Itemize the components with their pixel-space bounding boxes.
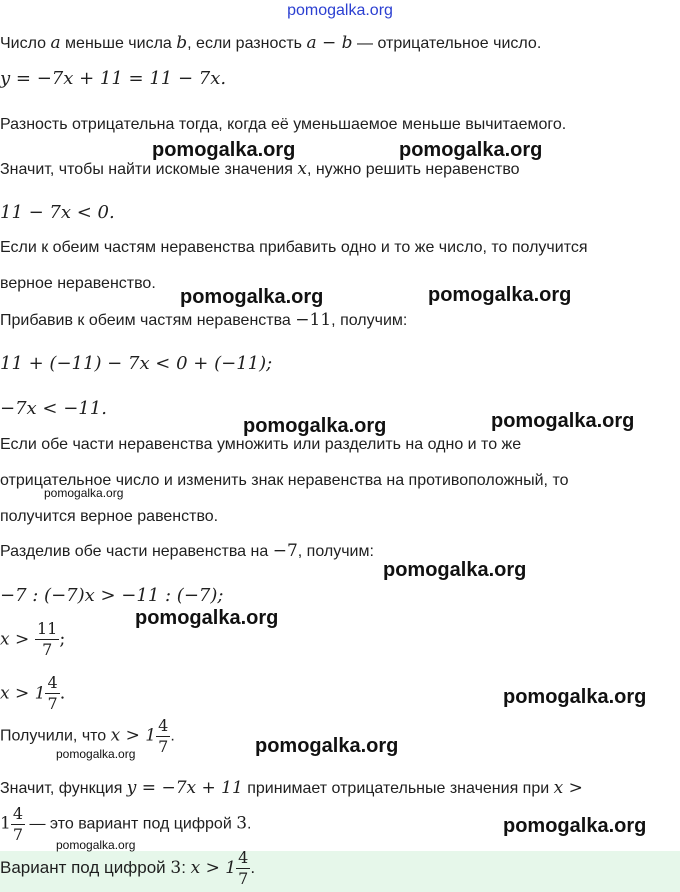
equation-mixed [0,675,65,712]
math-three: 3 [170,857,182,878]
fraction-denominator: 7 [12,825,24,844]
watermark: pomogalka.org [180,286,324,308]
equation-fraction [0,621,65,658]
paragraph-conclusion-line1 [0,778,583,799]
paragraph-add-11 [0,310,407,331]
text-segment: Разделив обе части неравенства на [0,543,273,560]
text-segment: : [181,857,191,877]
fraction-numerator: 11 [36,619,58,638]
fraction-11-7 [35,621,59,658]
math-minus-7: −7 [272,541,298,561]
rule-multiply-line1: Если обе части неравенства умножить или разделить на одно и то же [0,436,522,453]
punctuation: . [170,727,175,745]
fraction-4-7 [45,675,59,712]
fraction-denominator: 7 [42,640,53,659]
math-b: b [176,33,188,53]
text-segment: — отрицательное число. [352,35,542,52]
math-x-greater: x > [0,629,30,650]
fraction-denominator: 7 [158,737,169,756]
text-segment: Прибавив к обеим частям неравенства [0,312,296,329]
text-segment: , нужно решить неравенство [306,161,520,178]
rule-multiply-line3: получится верное равенство. [0,508,219,525]
text-segment: , получим: [331,312,408,329]
answer-text [0,850,255,887]
fraction-numerator: 4 [47,673,58,692]
watermark: pomogalka.org [255,735,399,757]
fraction-numerator: 4 [238,848,249,867]
equation-simplified: −7x < −11. [0,398,107,419]
rule-add-line2: верное неравенство. [0,275,156,292]
watermark: pomogalka.org [503,815,647,837]
watermark: pomogalka.org [135,607,279,629]
equation-function: y = −7x + 11 = 11 − 7x. [0,68,227,89]
punctuation: ; [59,628,66,650]
text-segment: Вариант под цифрой [0,857,171,877]
punctuation: . [59,682,66,704]
fraction-4-7 [156,718,170,755]
text-segment: — это вариант под цифрой [25,815,237,833]
text-segment: принимает отрицательные значения при [242,780,554,797]
fraction-4-7 [11,806,25,843]
rule-multiply-line2: отрицательное число и изменить знак неравенства на противоположный, то [0,472,569,489]
text-segment: Значит, чтобы найти искомые значения [0,161,298,178]
watermark-small: pomogalka.org [56,747,136,761]
punctuation: . [250,857,256,877]
watermark-small: pomogalka.org [44,486,124,500]
math-x-greater-1: x > 1 [0,683,46,704]
equation-inequality: 11 − 7x < 0. [0,202,115,223]
math-a: a [50,33,61,53]
math-x: x [297,159,307,179]
equation-divide: −7 : (−7)x > −11 : (−7); [0,585,224,606]
fraction-denominator: 7 [238,869,249,888]
watermark-small: pomogalka.org [56,838,136,852]
text-segment: , если разность [187,35,307,52]
text-segment: Получили, что [0,727,111,745]
text-segment: , получим: [297,543,374,560]
watermark: pomogalka.org [491,410,635,432]
punctuation: . [247,815,252,833]
math-x-greater: x > [553,778,583,798]
math-a-minus-b: a − b [306,33,353,53]
math-one: 1 [0,813,11,834]
text-segment: меньше числа [60,35,177,52]
math-x-greater-1: x > 1 [190,857,237,878]
paragraph-divide [0,541,374,562]
watermark: pomogalka.org [243,415,387,437]
math-three: 3 [236,813,248,834]
intro-paragraph [0,33,541,54]
watermark: pomogalka.org [428,284,572,306]
fraction-4-7 [236,850,250,887]
paragraph-difference: Разность отрицательна тогда, когда её уменьшаемое меньше вычитаемого. [0,116,567,133]
rule-add-line1: Если к обеим частям неравенства прибавить одно и то же число, то получится [0,239,588,256]
watermark: pomogalka.org [152,139,296,161]
fraction-numerator: 4 [12,804,24,823]
text-segment: Число [0,35,51,52]
fraction-denominator: 7 [47,694,58,713]
math-function: y = −7x + 11 [126,778,243,798]
site-watermark-header[interactable]: pomogalka.org [287,2,393,19]
equation-add: 11 + (−11) − 7x < 0 + (−11); [0,353,273,374]
watermark: pomogalka.org [383,559,527,581]
text-segment: Значит, функция [0,780,127,797]
watermark: pomogalka.org [399,139,543,161]
paragraph-solve [0,159,520,180]
fraction-numerator: 4 [158,716,169,735]
math-x-greater-1: x > 1 [110,725,157,746]
math-minus-11: −11 [295,310,332,330]
watermark: pomogalka.org [503,686,647,708]
